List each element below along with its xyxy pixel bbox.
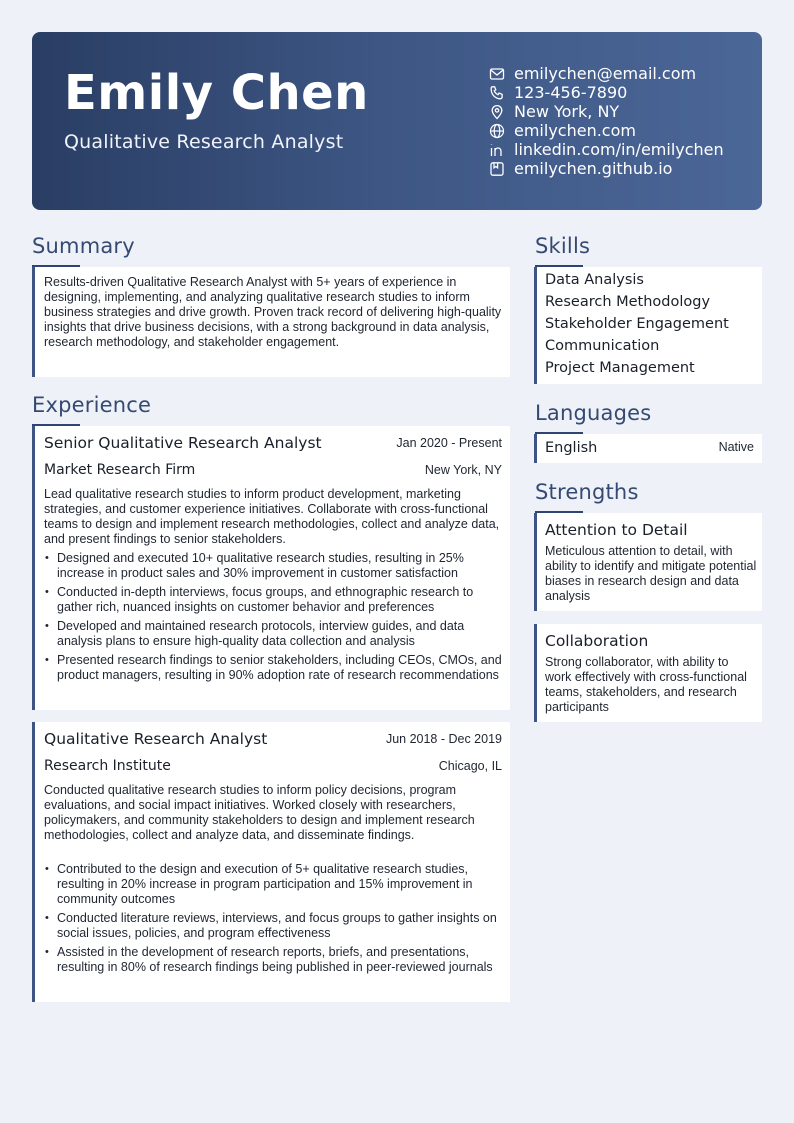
languages-heading: Languages xyxy=(535,401,652,425)
contact-text: 123-456-7890 xyxy=(514,83,628,102)
job-title: Qualitative Research Analyst xyxy=(44,730,268,748)
job-bullets xyxy=(44,862,506,979)
github-icon xyxy=(489,161,505,177)
list-item: • Contributed to the design and execution of 5+ qualitative research studies, resulting in 20% increase in program participation and 15% improvement in community outcomes xyxy=(44,862,506,907)
contact-text: emilychen.com xyxy=(514,121,636,140)
skills-heading: Skills xyxy=(535,234,591,258)
strengths-heading: Strengths xyxy=(535,480,639,504)
contact-github[interactable] xyxy=(489,159,724,178)
skills-list xyxy=(545,269,729,379)
globe-icon xyxy=(489,123,505,139)
strength-text: Strong collaborator, with ability to work effectively with cross-functional teams, stakeholders, and research participants xyxy=(545,655,747,714)
job-location: Chicago, IL xyxy=(438,759,502,773)
strength-text: Meticulous attention to detail, with ability to identify and mitigate potential biases in research design and data analysis xyxy=(545,544,757,603)
summary-heading: Summary xyxy=(32,234,135,258)
skills-card xyxy=(534,267,762,384)
resume-header xyxy=(32,32,762,210)
candidate-name: Emily Chen xyxy=(64,65,369,121)
strength-card xyxy=(534,513,762,611)
job-description: Conducted qualitative research studies to inform policy decisions, program evaluations, and social impact initiatives. Worked closely with researchers, policymakers, and community stakeholders to design and implement research methodologies, collect and analyze data, and disseminate findings. xyxy=(44,783,475,842)
list-item: Stakeholder Engagement xyxy=(545,316,729,332)
job-dates: Jun 2018 - Dec 2019 xyxy=(385,732,502,746)
job-company: Research Institute xyxy=(44,758,171,774)
language-level: Native xyxy=(718,440,754,454)
strength-card xyxy=(534,624,762,722)
list-item: Research Methodology xyxy=(545,294,711,310)
languages-card xyxy=(534,434,762,463)
list-item: • Presented research findings to senior stakeholders, including CEOs, CMOs, and product managers, resulting in 90% adoption rate of research recommendations xyxy=(44,653,506,683)
summary-card xyxy=(32,267,510,377)
contact-location xyxy=(489,102,724,121)
contact-email[interactable] xyxy=(489,64,724,83)
strength-title: Attention to Detail xyxy=(545,521,688,539)
list-item: • Conducted in-depth interviews, focus groups, and ethnographic research to gather rich, nuanced insights on customer behavior and preferences xyxy=(44,585,506,615)
contact-list xyxy=(489,64,724,178)
list-item: Data Analysis xyxy=(545,272,644,288)
list-item: Communication xyxy=(545,338,660,354)
list-item: • Developed and maintained research protocols, interview guides, and data analysis plans to ensure high-quality data collection and analysis xyxy=(44,619,506,649)
contact-website[interactable] xyxy=(489,121,724,140)
job-description: Lead qualitative research studies to inform product development, marketing strategies, and customer experience initiatives. Collaborate with cross-functional teams to design and implement research methodologies, collect and analyze data, and present findings to senior stakeholders. xyxy=(44,487,500,546)
list-item: • Conducted literature reviews, interviews, and focus groups to gather insights on social issues, policies, and program effectiveness xyxy=(44,911,506,941)
email-icon xyxy=(489,66,505,82)
list-item: • Assisted in the development of research reports, briefs, and presentations, resulting in 80% of research findings being published in peer-reviewed journals xyxy=(44,945,506,975)
experience-card xyxy=(32,722,510,1002)
language-name: English xyxy=(545,440,598,456)
job-bullets xyxy=(44,551,506,687)
job-location: New York, NY xyxy=(424,463,502,477)
job-title: Senior Qualitative Research Analyst xyxy=(44,434,322,452)
experience-card xyxy=(32,426,510,710)
contact-text: emilychen@email.com xyxy=(514,64,697,83)
strength-title: Collaboration xyxy=(545,632,649,650)
phone-icon xyxy=(489,85,505,101)
contact-text: linkedin.com/in/emilychen xyxy=(514,140,724,159)
list-item: • Designed and executed 10+ qualitative research studies, resulting in 25% increase in product sales and 30% improvement in customer satisfaction xyxy=(44,551,506,581)
list-item: Project Management xyxy=(545,360,695,376)
experience-heading: Experience xyxy=(32,393,152,417)
contact-phone[interactable] xyxy=(489,83,724,102)
summary-text: Results-driven Qualitative Research Analyst with 5+ years of experience in designing, implementing, and analyzing qualitative research studies to inform business strategies and drive growth. Proven track record of delivering high-quality insights that drive business decisions, with a strong background in data analysis, research methodology, and stakeholder engagement. xyxy=(44,275,502,349)
location-icon xyxy=(489,104,505,120)
contact-text: New York, NY xyxy=(514,102,620,121)
job-company: Market Research Firm xyxy=(44,462,196,478)
linkedin-icon xyxy=(489,142,505,158)
contact-text: emilychen.github.io xyxy=(514,159,673,178)
candidate-title: Qualitative Research Analyst xyxy=(64,131,344,153)
job-dates: Jan 2020 - Present xyxy=(396,436,502,450)
contact-linkedin[interactable] xyxy=(489,140,724,159)
